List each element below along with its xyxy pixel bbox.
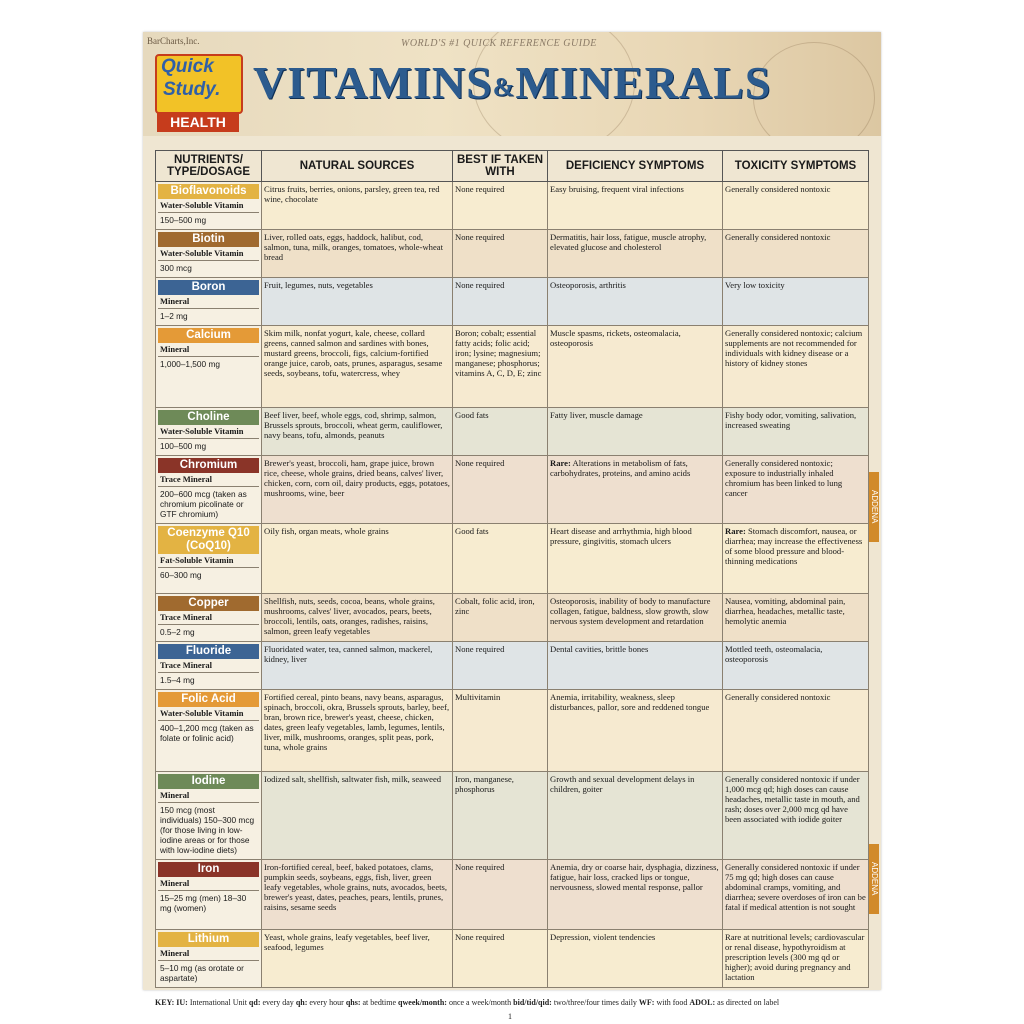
rare-prefix: Rare: — [550, 458, 571, 468]
nutrient-cell — [156, 524, 262, 594]
deficiency-cell — [548, 326, 723, 408]
deficiency-text: Alterations in metabolism of fats, carbohydrates, proteins, and amino acids — [550, 458, 691, 478]
deficiency-text: Anemia, dry or coarse hair, dysphagia, dizziness, fatigue, hair loss, cracked lips or tongue, nervousness, slowed mental response, pallor — [550, 862, 719, 892]
sources-cell — [262, 230, 453, 278]
best-with-cell — [453, 930, 548, 988]
best-with-text: Boron; cobalt; essential fatty acids; folic acid; iron; lysine; magnesium; manganese; phosphorus; vitamins A, C, D, E; zinc — [455, 328, 542, 378]
nutrient-cell — [156, 456, 262, 524]
key-abbreviation: qhs: — [345, 998, 361, 1007]
sources-cell — [262, 456, 453, 524]
sources-cell — [262, 408, 453, 456]
page-title — [253, 56, 771, 109]
nutrient-type: Trace Mineral — [158, 611, 259, 625]
nutrient-dosage: 1–2 mg — [160, 311, 188, 321]
sources-text: Iodized salt, shellfish, saltwater fish, milk, seaweed — [264, 774, 442, 784]
page-number: 1 — [508, 1012, 512, 1021]
toxicity-text: Generally considered nontoxic if under 75 mg qd; high doses can cause abdominal cramps, vomiting, and diarrhea; severe overdoses of iron can be fatal if medical attention is not sought — [725, 862, 866, 912]
toxicity-cell — [723, 524, 869, 594]
logo-line1: Quick — [161, 56, 214, 77]
nutrient-name: Iron — [158, 862, 259, 877]
table-row — [156, 408, 869, 456]
deficiency-cell — [548, 930, 723, 988]
logo-line2: Study. — [163, 79, 221, 100]
best-with-text: None required — [455, 280, 505, 290]
toxicity-text: Generally considered nontoxic — [725, 232, 831, 242]
toxicity-cell — [723, 594, 869, 642]
best-with-cell — [453, 278, 548, 326]
deficiency-text: Muscle spasms, rickets, osteomalacia, osteoporosis — [550, 328, 681, 348]
key-definition: every hour — [309, 998, 344, 1007]
category-label: HEALTH — [157, 112, 239, 132]
deficiency-cell — [548, 690, 723, 772]
toxicity-cell — [723, 278, 869, 326]
table-row — [156, 642, 869, 690]
nutrient-cell — [156, 230, 262, 278]
nutrient-name: Coenzyme Q10 (CoQ10) — [158, 526, 259, 554]
nutrient-dosage: 1.5–4 mg — [160, 675, 195, 685]
nutrient-table — [155, 150, 869, 988]
deficiency-cell — [548, 860, 723, 930]
sources-text: Iron-fortified cereal, beef, baked potatoes, clams, pumpkin seeds, soybeans, eggs, fish, liver, green leafy vegetables, whole grains, nuts, avocados, beets, brewer's yeast, dates, peaches, pears, lentils, prunes, raisins, sesame seeds — [264, 862, 448, 912]
toxicity-text: Very low toxicity — [725, 280, 785, 290]
sources-text: Beef liver, beef, whole eggs, cod, shrimp, salmon, Brussels sprouts, broccoli, wheat germ, cauliflower, navy beans, tofu, almonds, peanuts — [264, 410, 443, 440]
nutrient-dosage: 1,000–1,500 mg — [160, 359, 220, 369]
key-abbreviation: qd: — [248, 998, 261, 1007]
toxicity-cell — [723, 230, 869, 278]
best-with-cell — [453, 860, 548, 930]
table-row — [156, 690, 869, 772]
sources-text: Citrus fruits, berries, onions, parsley, green tea, red wine, chocolate — [264, 184, 440, 204]
nutrient-type: Mineral — [158, 947, 259, 961]
nutrient-name: Copper — [158, 596, 259, 611]
table-row — [156, 860, 869, 930]
nutrient-name: Chromium — [158, 458, 259, 473]
nutrient-dosage: 5–10 mg (as orotate or aspartate) — [160, 963, 244, 983]
nutrient-name: Fluoride — [158, 644, 259, 659]
toxicity-cell — [723, 456, 869, 524]
toxicity-text: Mottled teeth, osteomalacia, osteoporosis — [725, 644, 823, 664]
nutrient-name: Iodine — [158, 774, 259, 789]
table-row — [156, 456, 869, 524]
deficiency-cell — [548, 182, 723, 230]
key-definition: International Unit — [189, 998, 247, 1007]
key-definition: with food — [656, 998, 688, 1007]
nutrient-type: Trace Mineral — [158, 473, 259, 487]
nutrient-name: Bioflavonoids — [158, 184, 259, 199]
best-with-text: None required — [455, 932, 505, 942]
nutrient-name: Folic Acid — [158, 692, 259, 707]
deficiency-text: Depression, violent tendencies — [550, 932, 656, 942]
header-deficiency: DEFICIENCY SYMPTOMS — [548, 151, 723, 182]
nutrient-type: Water-Soluble Vitamin — [158, 425, 259, 439]
sources-text: Skim milk, nonfat yogurt, kale, cheese, collard greens, canned salmon and sardines with bones, mustard greens, broccoli, figs, calcium-fortified orange juice, carob, oats, prunes, asparagus, sesame seeds, soybeans, tofu, watercress, whey — [264, 328, 443, 378]
best-with-text: Good fats — [455, 410, 489, 420]
best-with-cell — [453, 642, 548, 690]
sources-cell — [262, 326, 453, 408]
key-definition: once a week/month — [448, 998, 512, 1007]
nutrient-cell — [156, 642, 262, 690]
nutrient-cell — [156, 278, 262, 326]
table-row — [156, 278, 869, 326]
deficiency-text: Growth and sexual development delays in children, goiter — [550, 774, 695, 794]
nutrient-dosage: 100–500 mg — [160, 441, 207, 451]
nutrient-dosage: 0.5–2 mg — [160, 627, 195, 637]
nutrient-dosage: 300 mcg — [160, 263, 192, 273]
sources-cell — [262, 182, 453, 230]
toxicity-text: Generally considered nontoxic — [725, 184, 831, 194]
deficiency-text: Fatty liver, muscle damage — [550, 410, 643, 420]
sources-text: Oily fish, organ meats, whole grains — [264, 526, 389, 536]
deficiency-cell — [548, 594, 723, 642]
sources-cell — [262, 278, 453, 326]
toxicity-cell — [723, 326, 869, 408]
sources-text: Liver, rolled oats, eggs, haddock, halibut, cod, salmon, tuna, milk, oranges, tomatoes, whole-wheat bread — [264, 232, 443, 262]
title-right: MINERALS — [515, 57, 772, 108]
toxicity-cell — [723, 690, 869, 772]
nutrient-type: Mineral — [158, 295, 259, 309]
toxicity-cell — [723, 182, 869, 230]
deficiency-text: Anemia, irritability, weakness, sleep disturbances, pallor, sore and reddened tongue — [550, 692, 710, 712]
table-body — [156, 182, 869, 988]
side-tab: ADDENA — [869, 472, 879, 542]
sources-text: Fortified cereal, pinto beans, navy beans, asparagus, spinach, broccoli, okra, Brussels sprouts, barley, beef, bran, brown rice, brewer's yeast, cheese, chicken, dates, green leafy vegetables, lamb, legumes, lentils, liver, milk, mushrooms, oranges, split peas, pork, tuna, whole grains — [264, 692, 450, 752]
nutrient-dosage: 150 mcg (most individuals) 150–300 mcg (for those living in low-iodine areas or for those with low-iodine diets) — [160, 805, 255, 855]
nutrient-cell — [156, 182, 262, 230]
nutrient-cell — [156, 326, 262, 408]
key-definition: as directed on label — [717, 998, 780, 1007]
nutrient-name: Lithium — [158, 932, 259, 947]
toxicity-cell — [723, 642, 869, 690]
abbreviation-key — [155, 998, 869, 1007]
table-row — [156, 772, 869, 860]
deficiency-text: Heart disease and arrhythmia, high blood pressure, gingivitis, stomach ulcers — [550, 526, 692, 546]
nutrient-type: Trace Mineral — [158, 659, 259, 673]
sources-cell — [262, 690, 453, 772]
rare-prefix: Rare: — [725, 526, 746, 536]
best-with-cell — [453, 690, 548, 772]
best-with-text: Good fats — [455, 526, 489, 536]
best-with-text: Iron, manganese, phosphorus — [455, 774, 514, 794]
best-with-text: None required — [455, 862, 505, 872]
table-row — [156, 230, 869, 278]
toxicity-text: Nausea, vomiting, abdominal pain, diarrhea, headaches, metallic taste, hemolytic anemia — [725, 596, 846, 626]
best-with-cell — [453, 594, 548, 642]
deficiency-cell — [548, 642, 723, 690]
toxicity-cell — [723, 772, 869, 860]
deficiency-text: Osteoporosis, inability of body to manufacture collagen, fatigue, baldness, slow growth, slow nervous system development and retardation — [550, 596, 711, 626]
sources-text: Shellfish, nuts, seeds, cocoa, beans, whole grains, mushrooms, calves' liver, avocados, pears, beets, broccoli, lentils, oats, oranges, radishes, raisins, salmon, green leafy vegetables — [264, 596, 435, 636]
best-with-cell — [453, 524, 548, 594]
deficiency-text: Dental cavities, brittle bones — [550, 644, 649, 654]
tagline: WORLD'S #1 QUICK REFERENCE GUIDE — [401, 38, 597, 49]
nutrient-type: Fat-Soluble Vitamin — [158, 554, 259, 568]
sources-cell — [262, 772, 453, 860]
header-banner — [143, 32, 881, 136]
sources-cell — [262, 642, 453, 690]
sources-text: Fluoridated water, tea, canned salmon, mackerel, kidney, liver — [264, 644, 433, 664]
deficiency-cell — [548, 456, 723, 524]
key-abbreviation: IU: — [176, 998, 188, 1007]
sources-cell — [262, 860, 453, 930]
side-tab: ADDENA — [869, 844, 879, 914]
nutrient-dosage: 200–600 mcg (taken as chromium picolinate or GTF chromium) — [160, 489, 247, 519]
nutrient-type: Water-Soluble Vitamin — [158, 247, 259, 261]
toxicity-text: Generally considered nontoxic — [725, 692, 831, 702]
key-definition: two/three/four times daily — [553, 998, 637, 1007]
nutrient-name: Biotin — [158, 232, 259, 247]
table-row — [156, 594, 869, 642]
deficiency-text: Osteoporosis, arthritis — [550, 280, 626, 290]
best-with-cell — [453, 182, 548, 230]
table-row — [156, 930, 869, 988]
toxicity-text: Generally considered nontoxic if under 1,000 mcg qd; high doses can cause headaches, metallic taste in mouth, and rash; doses over 2,000 mcg qd have been associated with iodide goiter — [725, 774, 860, 824]
nutrient-dosage: 400–1,200 mcg (taken as folate or folinic acid) — [160, 723, 254, 743]
nutrient-type: Mineral — [158, 789, 259, 803]
nutrient-cell — [156, 408, 262, 456]
publisher-name: BarCharts,Inc. — [147, 36, 200, 46]
best-with-text: Cobalt, folic acid, iron, zinc — [455, 596, 535, 616]
nutrient-cell — [156, 690, 262, 772]
best-with-text: None required — [455, 184, 505, 194]
deficiency-cell — [548, 408, 723, 456]
nutrient-dosage: 150–500 mg — [160, 215, 207, 225]
best-with-text: None required — [455, 644, 505, 654]
best-with-cell — [453, 772, 548, 860]
sources-cell — [262, 524, 453, 594]
key-definition: every day — [262, 998, 294, 1007]
deficiency-text: Dermatitis, hair loss, fatigue, muscle atrophy, elevated glucose and cholesterol — [550, 232, 707, 252]
toxicity-text: Rare at nutritional levels; cardiovascular or renal disease, hypothyroidism at prescription levels (300 mg qd or higher); avoid during pregnancy and lactation — [725, 932, 865, 982]
table-row — [156, 326, 869, 408]
best-with-text: Multivitamin — [455, 692, 501, 702]
deficiency-cell — [548, 772, 723, 860]
deficiency-cell — [548, 278, 723, 326]
header-best-with: BEST IF TAKEN WITH — [453, 151, 548, 182]
quick-study-logo — [155, 54, 241, 134]
key-abbreviation: bid/tid/qid: — [513, 998, 552, 1007]
title-ampersand: & — [492, 72, 516, 102]
toxicity-cell — [723, 408, 869, 456]
best-with-cell — [453, 408, 548, 456]
header-sources: NATURAL SOURCES — [262, 151, 453, 182]
sources-cell — [262, 930, 453, 988]
key-label: KEY: — [155, 998, 175, 1007]
nutrient-cell — [156, 772, 262, 860]
table-header-row — [156, 151, 869, 182]
deficiency-cell — [548, 230, 723, 278]
deficiency-text: Easy bruising, frequent viral infections — [550, 184, 684, 194]
nutrient-name: Boron — [158, 280, 259, 295]
toxicity-text: Generally considered nontoxic; exposure to industrially inhaled chromium has been linked to lung cancer — [725, 458, 843, 498]
nutrient-name: Calcium — [158, 328, 259, 343]
key-abbreviation: qh: — [295, 998, 308, 1007]
key-abbreviation: WF: — [638, 998, 655, 1007]
table-row — [156, 524, 869, 594]
best-with-cell — [453, 326, 548, 408]
nutrient-dosage: 60–300 mg — [160, 570, 202, 580]
table-row — [156, 182, 869, 230]
sources-text: Brewer's yeast, broccoli, ham, grape juice, brown rice, cheese, whole grains, dried beans, calves' liver, chicken, corn, corn oil, dairy products, eggs, potatoes, mushrooms, wine, beer — [264, 458, 450, 498]
nutrient-cell — [156, 860, 262, 930]
nutrient-type: Water-Soluble Vitamin — [158, 199, 259, 213]
nutrient-cell — [156, 594, 262, 642]
nutrient-dosage: 15–25 mg (men) 18–30 mg (women) — [160, 893, 247, 913]
header-nutrients: NUTRIENTS/ TYPE/DOSAGE — [156, 151, 262, 182]
toxicity-text: Stomach discomfort, nausea, or diarrhea; may increase the effectiveness of some blood pressure and blood-thinning medications — [725, 526, 863, 566]
key-abbreviation: qweek/month: — [398, 998, 447, 1007]
toxicity-cell — [723, 930, 869, 988]
best-with-text: None required — [455, 232, 505, 242]
best-with-cell — [453, 230, 548, 278]
sources-cell — [262, 594, 453, 642]
title-left: VITAMINS — [253, 57, 493, 108]
toxicity-text: Generally considered nontoxic; calcium supplements are not recommended for individuals with kidney disease or a history of kidney stones — [725, 328, 863, 368]
nutrient-cell — [156, 930, 262, 988]
toxicity-cell — [723, 860, 869, 930]
sources-text: Yeast, whole grains, leafy vegetables, beef liver, seafood, legumes — [264, 932, 430, 952]
nutrient-type: Mineral — [158, 877, 259, 891]
key-abbreviation: ADOL: — [689, 998, 716, 1007]
toxicity-text: Fishy body odor, vomiting, salivation, increased sweating — [725, 410, 857, 430]
nutrient-type: Water-Soluble Vitamin — [158, 707, 259, 721]
sources-text: Fruit, legumes, nuts, vegetables — [264, 280, 373, 290]
nutrient-type: Mineral — [158, 343, 259, 357]
header-toxicity: TOXICITY SYMPTOMS — [723, 151, 869, 182]
best-with-text: None required — [455, 458, 505, 468]
best-with-cell — [453, 456, 548, 524]
nutrient-name: Choline — [158, 410, 259, 425]
deficiency-cell — [548, 524, 723, 594]
key-definition: at bedtime — [362, 998, 397, 1007]
reference-sheet — [143, 32, 881, 1021]
